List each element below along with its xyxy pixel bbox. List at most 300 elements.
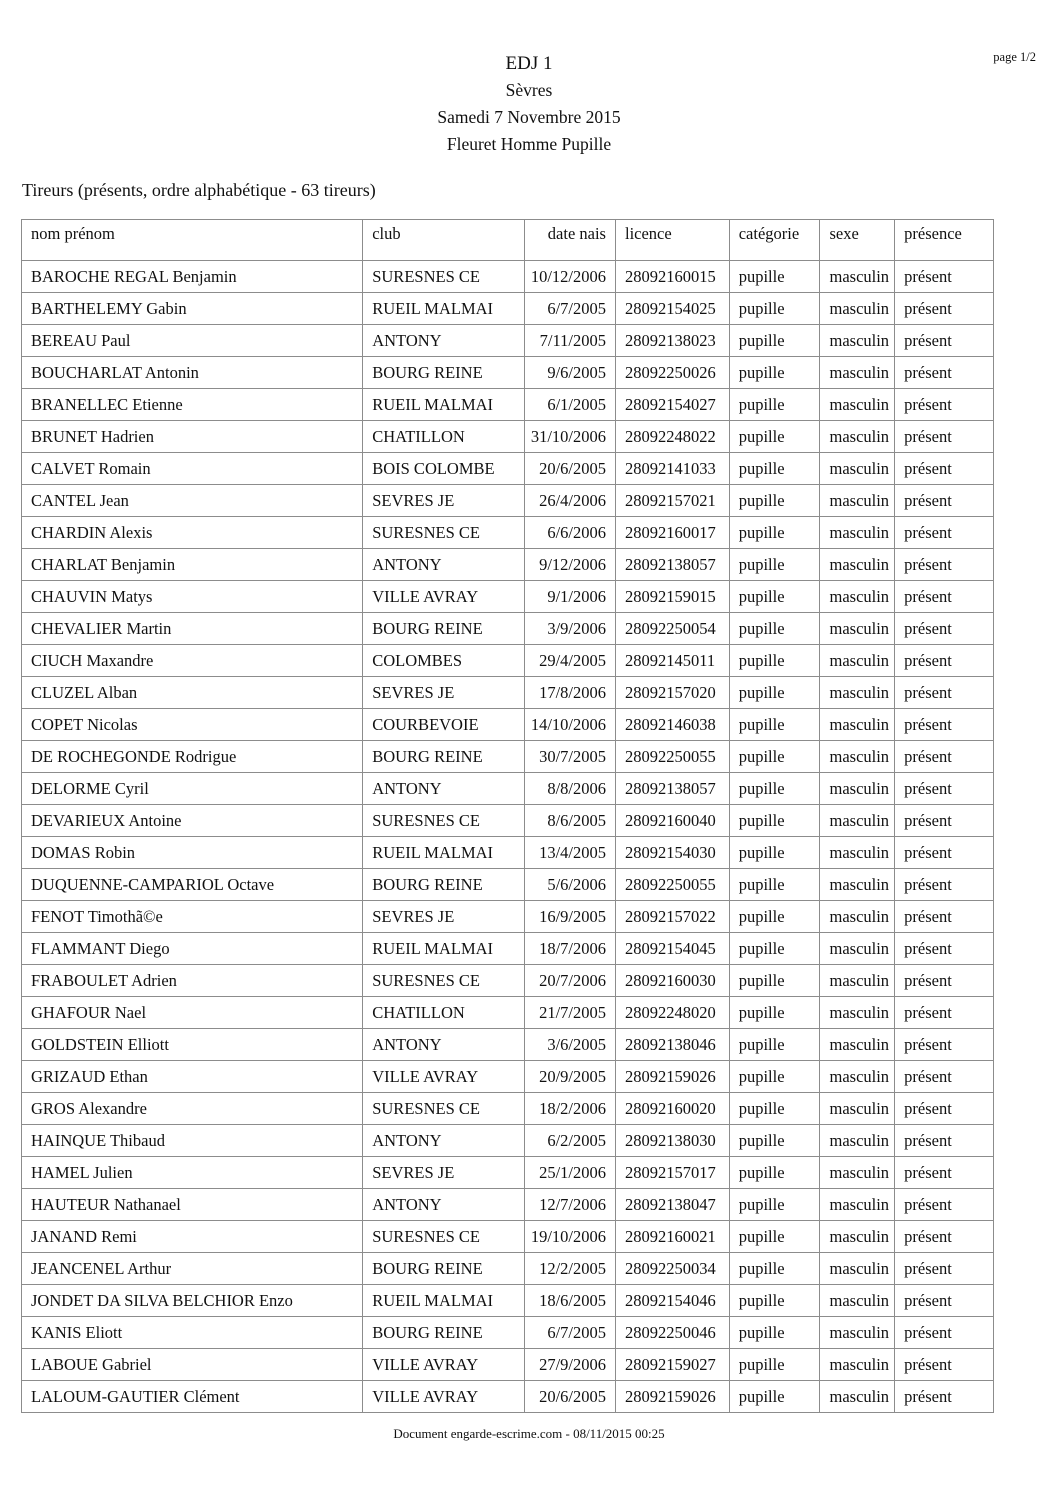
presence-cell: présent (895, 1253, 994, 1285)
table-row (22, 709, 994, 741)
birthdate-cell: 31/10/2006 (525, 421, 616, 453)
birthdate-cell: 20/6/2005 (525, 453, 616, 485)
club-cell: RUEIL MALMAI (363, 933, 525, 965)
birthdate-cell: 18/2/2006 (525, 1093, 616, 1125)
club-cell: SEVRES JE (363, 677, 525, 709)
sex-cell: masculin (820, 965, 895, 997)
category-cell: pupille (729, 869, 820, 901)
birthdate-cell: 20/6/2005 (525, 1381, 616, 1413)
club-cell: SEVRES JE (363, 901, 525, 933)
club-cell: BOURG REINE (363, 869, 525, 901)
fencer-name-cell: DOMAS Robin (22, 837, 363, 869)
birthdate-cell: 19/10/2006 (525, 1221, 616, 1253)
document-header (0, 50, 1058, 158)
club-cell: SURESNES CE (363, 517, 525, 549)
birthdate-cell: 9/12/2006 (525, 549, 616, 581)
licence-cell: 28092157021 (615, 485, 729, 517)
club-cell: RUEIL MALMAI (363, 1285, 525, 1317)
club-cell: ANTONY (363, 1029, 525, 1061)
sex-cell: masculin (820, 1189, 895, 1221)
birthdate-cell: 26/4/2006 (525, 485, 616, 517)
sex-cell: masculin (820, 421, 895, 453)
club-cell: VILLE AVRAY (363, 1381, 525, 1413)
section-title: Tireurs (présents, ordre alphabétique - 63 tireurs) (22, 180, 376, 200)
presence-cell: présent (895, 421, 994, 453)
fencers-table (21, 219, 994, 1413)
sex-cell: masculin (820, 1317, 895, 1349)
fencer-name-cell: BOUCHARLAT Antonin (22, 357, 363, 389)
fencer-name-cell: DEVARIEUX Antoine (22, 805, 363, 837)
category-cell: pupille (729, 933, 820, 965)
club-cell: SURESNES CE (363, 1221, 525, 1253)
table-row (22, 965, 994, 997)
table-row (22, 357, 994, 389)
presence-cell: présent (895, 837, 994, 869)
category-cell: pupille (729, 677, 820, 709)
birthdate-cell: 6/2/2005 (525, 1125, 616, 1157)
birthdate-cell: 20/7/2006 (525, 965, 616, 997)
club-cell: BOURG REINE (363, 357, 525, 389)
table-row (22, 805, 994, 837)
category-cell: pupille (729, 1061, 820, 1093)
birthdate-cell: 6/7/2005 (525, 1317, 616, 1349)
fencer-name-cell: CIUCH Maxandre (22, 645, 363, 677)
club-cell: ANTONY (363, 1125, 525, 1157)
category-cell: pupille (729, 1381, 820, 1413)
birthdate-cell: 17/8/2006 (525, 677, 616, 709)
fencer-name-cell: LALOUM-GAUTIER Clément (22, 1381, 363, 1413)
fencer-name-cell: DELORME Cyril (22, 773, 363, 805)
presence-cell: présent (895, 1093, 994, 1125)
table-row (22, 837, 994, 869)
presence-cell: présent (895, 581, 994, 613)
fencer-name-cell: FRABOULET Adrien (22, 965, 363, 997)
sex-cell: masculin (820, 1157, 895, 1189)
table-row (22, 1221, 994, 1253)
club-cell: VILLE AVRAY (363, 1349, 525, 1381)
category-cell: pupille (729, 741, 820, 773)
category-cell: pupille (729, 549, 820, 581)
category-cell: pupille (729, 709, 820, 741)
licence-cell: 28092250054 (615, 613, 729, 645)
table-row (22, 421, 994, 453)
club-cell: BOURG REINE (363, 741, 525, 773)
licence-cell: 28092159027 (615, 1349, 729, 1381)
sex-cell: masculin (820, 325, 895, 357)
table-header-row (22, 220, 994, 261)
category-cell: pupille (729, 997, 820, 1029)
competition-title: EDJ 1 (505, 53, 553, 74)
sex-cell: masculin (820, 1029, 895, 1061)
fencer-name-cell: GRIZAUD Ethan (22, 1061, 363, 1093)
table-row (22, 901, 994, 933)
sex-cell: masculin (820, 261, 895, 293)
fencer-name-cell: CHARLAT Benjamin (22, 549, 363, 581)
category-cell: pupille (729, 485, 820, 517)
birthdate-cell: 21/7/2005 (525, 997, 616, 1029)
table-row (22, 1061, 994, 1093)
fencer-name-cell: HAMEL Julien (22, 1157, 363, 1189)
sex-cell: masculin (820, 389, 895, 421)
club-cell: BOIS COLOMBE (363, 453, 525, 485)
licence-cell: 28092250046 (615, 1317, 729, 1349)
table-row (22, 1125, 994, 1157)
category-cell: pupille (729, 517, 820, 549)
licence-cell: 28092146038 (615, 709, 729, 741)
club-cell: COURBEVOIE (363, 709, 525, 741)
sex-cell: masculin (820, 1285, 895, 1317)
licence-cell: 28092250034 (615, 1253, 729, 1285)
club-cell: VILLE AVRAY (363, 1061, 525, 1093)
club-cell: RUEIL MALMAI (363, 389, 525, 421)
category-cell: pupille (729, 1253, 820, 1285)
club-cell: VILLE AVRAY (363, 581, 525, 613)
category-cell: pupille (729, 325, 820, 357)
presence-cell: présent (895, 1061, 994, 1093)
presence-cell: présent (895, 805, 994, 837)
column-header-licence: licence (615, 220, 729, 261)
document-footer: Document engarde-escrime.com - 08/11/2015 00:25 (393, 1426, 665, 1441)
category-cell: pupille (729, 1093, 820, 1125)
birthdate-cell: 12/2/2005 (525, 1253, 616, 1285)
sex-cell: masculin (820, 933, 895, 965)
fencer-name-cell: BRUNET Hadrien (22, 421, 363, 453)
fencer-name-cell: FENOT Timothã©e (22, 901, 363, 933)
club-cell: ANTONY (363, 773, 525, 805)
presence-cell: présent (895, 869, 994, 901)
fencer-name-cell: CHARDIN Alexis (22, 517, 363, 549)
fencer-name-cell: FLAMMANT Diego (22, 933, 363, 965)
licence-cell: 28092250055 (615, 869, 729, 901)
fencer-name-cell: CALVET Romain (22, 453, 363, 485)
presence-cell: présent (895, 1189, 994, 1221)
birthdate-cell: 6/1/2005 (525, 389, 616, 421)
sex-cell: masculin (820, 293, 895, 325)
fencer-name-cell: BEREAU Paul (22, 325, 363, 357)
club-cell: ANTONY (363, 549, 525, 581)
birthdate-cell: 3/6/2005 (525, 1029, 616, 1061)
sex-cell: masculin (820, 613, 895, 645)
presence-cell: présent (895, 997, 994, 1029)
club-cell: SEVRES JE (363, 485, 525, 517)
sex-cell: masculin (820, 869, 895, 901)
table-row (22, 517, 994, 549)
birthdate-cell: 3/9/2006 (525, 613, 616, 645)
category-cell: pupille (729, 1189, 820, 1221)
page-number: page 1/2 (993, 50, 1036, 64)
licence-cell: 28092160030 (615, 965, 729, 997)
club-cell: SURESNES CE (363, 965, 525, 997)
presence-cell: présent (895, 357, 994, 389)
birthdate-cell: 12/7/2006 (525, 1189, 616, 1221)
fencer-name-cell: JONDET DA SILVA BELCHIOR Enzo (22, 1285, 363, 1317)
licence-cell: 28092160021 (615, 1221, 729, 1253)
sex-cell: masculin (820, 1349, 895, 1381)
sex-cell: masculin (820, 1093, 895, 1125)
category-cell: pupille (729, 1125, 820, 1157)
presence-cell: présent (895, 1125, 994, 1157)
fencer-name-cell: HAINQUE Thibaud (22, 1125, 363, 1157)
fencer-name-cell: GHAFOUR Nael (22, 997, 363, 1029)
category-cell: pupille (729, 421, 820, 453)
licence-cell: 28092248020 (615, 997, 729, 1029)
birthdate-cell: 16/9/2005 (525, 901, 616, 933)
category-cell: pupille (729, 389, 820, 421)
presence-cell: présent (895, 709, 994, 741)
competition-event: Fleuret Homme Pupille (446, 134, 612, 154)
table-row (22, 549, 994, 581)
sex-cell: masculin (820, 581, 895, 613)
fencer-name-cell: KANIS Eliott (22, 1317, 363, 1349)
fencer-name-cell: DUQUENNE-CAMPARIOL Octave (22, 869, 363, 901)
licence-cell: 28092160015 (615, 261, 729, 293)
category-cell: pupille (729, 965, 820, 997)
table-row (22, 773, 994, 805)
table-row (22, 1285, 994, 1317)
sex-cell: masculin (820, 773, 895, 805)
licence-cell: 28092154045 (615, 933, 729, 965)
club-cell: ANTONY (363, 325, 525, 357)
table-row (22, 613, 994, 645)
licence-cell: 28092159015 (615, 581, 729, 613)
birthdate-cell: 9/1/2006 (525, 581, 616, 613)
club-cell: SURESNES CE (363, 805, 525, 837)
presence-cell: présent (895, 261, 994, 293)
category-cell: pupille (729, 613, 820, 645)
presence-cell: présent (895, 1349, 994, 1381)
birthdate-cell: 8/6/2005 (525, 805, 616, 837)
licence-cell: 28092138047 (615, 1189, 729, 1221)
sex-cell: masculin (820, 677, 895, 709)
club-cell: BOURG REINE (363, 1253, 525, 1285)
presence-cell: présent (895, 485, 994, 517)
competition-location: Sèvres (505, 80, 553, 100)
column-header-name: nom prénom (22, 220, 363, 261)
table-row (22, 1381, 994, 1413)
category-cell: pupille (729, 901, 820, 933)
sex-cell: masculin (820, 837, 895, 869)
column-header-birthdate: date nais (525, 220, 616, 261)
fencer-name-cell: CLUZEL Alban (22, 677, 363, 709)
club-cell: COLOMBES (363, 645, 525, 677)
licence-cell: 28092141033 (615, 453, 729, 485)
table-row (22, 325, 994, 357)
presence-cell: présent (895, 1381, 994, 1413)
table-row (22, 581, 994, 613)
category-cell: pupille (729, 357, 820, 389)
sex-cell: masculin (820, 357, 895, 389)
birthdate-cell: 13/4/2005 (525, 837, 616, 869)
category-cell: pupille (729, 453, 820, 485)
table-row (22, 869, 994, 901)
category-cell: pupille (729, 773, 820, 805)
fencer-name-cell: DE ROCHEGONDE Rodrigue (22, 741, 363, 773)
presence-cell: présent (895, 325, 994, 357)
fencer-name-cell: CHEVALIER Martin (22, 613, 363, 645)
birthdate-cell: 7/11/2005 (525, 325, 616, 357)
fencer-name-cell: JANAND Remi (22, 1221, 363, 1253)
club-cell: RUEIL MALMAI (363, 293, 525, 325)
presence-cell: présent (895, 677, 994, 709)
fencer-name-cell: COPET Nicolas (22, 709, 363, 741)
fencer-name-cell: CHAUVIN Matys (22, 581, 363, 613)
column-header-presence: présence (895, 220, 994, 261)
table-row (22, 1349, 994, 1381)
table-row (22, 1317, 994, 1349)
licence-cell: 28092154046 (615, 1285, 729, 1317)
sex-cell: masculin (820, 901, 895, 933)
presence-cell: présent (895, 293, 994, 325)
category-cell: pupille (729, 581, 820, 613)
presence-cell: présent (895, 741, 994, 773)
category-cell: pupille (729, 1285, 820, 1317)
birthdate-cell: 5/6/2006 (525, 869, 616, 901)
fencer-name-cell: JEANCENEL Arthur (22, 1253, 363, 1285)
presence-cell: présent (895, 1157, 994, 1189)
fencer-name-cell: BARTHELEMY Gabin (22, 293, 363, 325)
licence-cell: 28092250055 (615, 741, 729, 773)
licence-cell: 28092160020 (615, 1093, 729, 1125)
category-cell: pupille (729, 1157, 820, 1189)
licence-cell: 28092145011 (615, 645, 729, 677)
table-row (22, 645, 994, 677)
table-row (22, 1157, 994, 1189)
presence-cell: présent (895, 773, 994, 805)
category-cell: pupille (729, 1349, 820, 1381)
category-cell: pupille (729, 1029, 820, 1061)
sex-cell: masculin (820, 1221, 895, 1253)
presence-cell: présent (895, 389, 994, 421)
fencer-name-cell: GROS Alexandre (22, 1093, 363, 1125)
club-cell: SEVRES JE (363, 1157, 525, 1189)
licence-cell: 28092138057 (615, 549, 729, 581)
category-cell: pupille (729, 1221, 820, 1253)
fencer-name-cell: CANTEL Jean (22, 485, 363, 517)
licence-cell: 28092159026 (615, 1381, 729, 1413)
licence-cell: 28092138023 (615, 325, 729, 357)
club-cell: SURESNES CE (363, 1093, 525, 1125)
birthdate-cell: 14/10/2006 (525, 709, 616, 741)
club-cell: CHATILLON (363, 997, 525, 1029)
presence-cell: présent (895, 933, 994, 965)
licence-cell: 28092250026 (615, 357, 729, 389)
presence-cell: présent (895, 1221, 994, 1253)
table-row (22, 933, 994, 965)
table-row (22, 1029, 994, 1061)
sex-cell: masculin (820, 805, 895, 837)
column-header-club: club (363, 220, 525, 261)
licence-cell: 28092157020 (615, 677, 729, 709)
birthdate-cell: 18/6/2005 (525, 1285, 616, 1317)
club-cell: SURESNES CE (363, 261, 525, 293)
presence-cell: présent (895, 1029, 994, 1061)
fencer-name-cell: HAUTEUR Nathanael (22, 1189, 363, 1221)
licence-cell: 28092159026 (615, 1061, 729, 1093)
birthdate-cell: 8/8/2006 (525, 773, 616, 805)
club-cell: BOURG REINE (363, 613, 525, 645)
presence-cell: présent (895, 613, 994, 645)
sex-cell: masculin (820, 517, 895, 549)
sex-cell: masculin (820, 997, 895, 1029)
table-row (22, 389, 994, 421)
birthdate-cell: 25/1/2006 (525, 1157, 616, 1189)
competition-date: Samedi 7 Novembre 2015 (437, 107, 621, 127)
presence-cell: présent (895, 901, 994, 933)
presence-cell: présent (895, 1317, 994, 1349)
table-row (22, 1253, 994, 1285)
category-cell: pupille (729, 1317, 820, 1349)
sex-cell: masculin (820, 645, 895, 677)
fencer-name-cell: BRANELLEC Etienne (22, 389, 363, 421)
birthdate-cell: 30/7/2005 (525, 741, 616, 773)
club-cell: RUEIL MALMAI (363, 837, 525, 869)
category-cell: pupille (729, 293, 820, 325)
table-row (22, 453, 994, 485)
table-row (22, 677, 994, 709)
licence-cell: 28092248022 (615, 421, 729, 453)
table-row (22, 1189, 994, 1221)
sex-cell: masculin (820, 1381, 895, 1413)
club-cell: CHATILLON (363, 421, 525, 453)
category-cell: pupille (729, 645, 820, 677)
table-row (22, 741, 994, 773)
birthdate-cell: 29/4/2005 (525, 645, 616, 677)
licence-cell: 28092138046 (615, 1029, 729, 1061)
licence-cell: 28092154027 (615, 389, 729, 421)
birthdate-cell: 6/7/2005 (525, 293, 616, 325)
licence-cell: 28092154030 (615, 837, 729, 869)
sex-cell: masculin (820, 1061, 895, 1093)
club-cell: ANTONY (363, 1189, 525, 1221)
presence-cell: présent (895, 549, 994, 581)
sex-cell: masculin (820, 453, 895, 485)
sex-cell: masculin (820, 709, 895, 741)
birthdate-cell: 6/6/2006 (525, 517, 616, 549)
sex-cell: masculin (820, 1253, 895, 1285)
table-row (22, 1093, 994, 1125)
table-row (22, 997, 994, 1029)
sex-cell: masculin (820, 549, 895, 581)
birthdate-cell: 27/9/2006 (525, 1349, 616, 1381)
column-header-category: catégorie (729, 220, 820, 261)
sex-cell: masculin (820, 485, 895, 517)
fencer-name-cell: BAROCHE REGAL Benjamin (22, 261, 363, 293)
presence-cell: présent (895, 645, 994, 677)
fencer-name-cell: GOLDSTEIN Elliott (22, 1029, 363, 1061)
presence-cell: présent (895, 1285, 994, 1317)
licence-cell: 28092154025 (615, 293, 729, 325)
licence-cell: 28092138030 (615, 1125, 729, 1157)
birthdate-cell: 10/12/2006 (525, 261, 616, 293)
presence-cell: présent (895, 453, 994, 485)
table-row (22, 293, 994, 325)
birthdate-cell: 9/6/2005 (525, 357, 616, 389)
category-cell: pupille (729, 837, 820, 869)
presence-cell: présent (895, 965, 994, 997)
licence-cell: 28092157022 (615, 901, 729, 933)
licence-cell: 28092138057 (615, 773, 729, 805)
fencer-name-cell: LABOUE Gabriel (22, 1349, 363, 1381)
birthdate-cell: 18/7/2006 (525, 933, 616, 965)
column-header-sex: sexe (820, 220, 895, 261)
category-cell: pupille (729, 261, 820, 293)
category-cell: pupille (729, 805, 820, 837)
licence-cell: 28092160017 (615, 517, 729, 549)
table-body (22, 261, 994, 1413)
sex-cell: masculin (820, 741, 895, 773)
presence-cell: présent (895, 517, 994, 549)
table-row (22, 485, 994, 517)
